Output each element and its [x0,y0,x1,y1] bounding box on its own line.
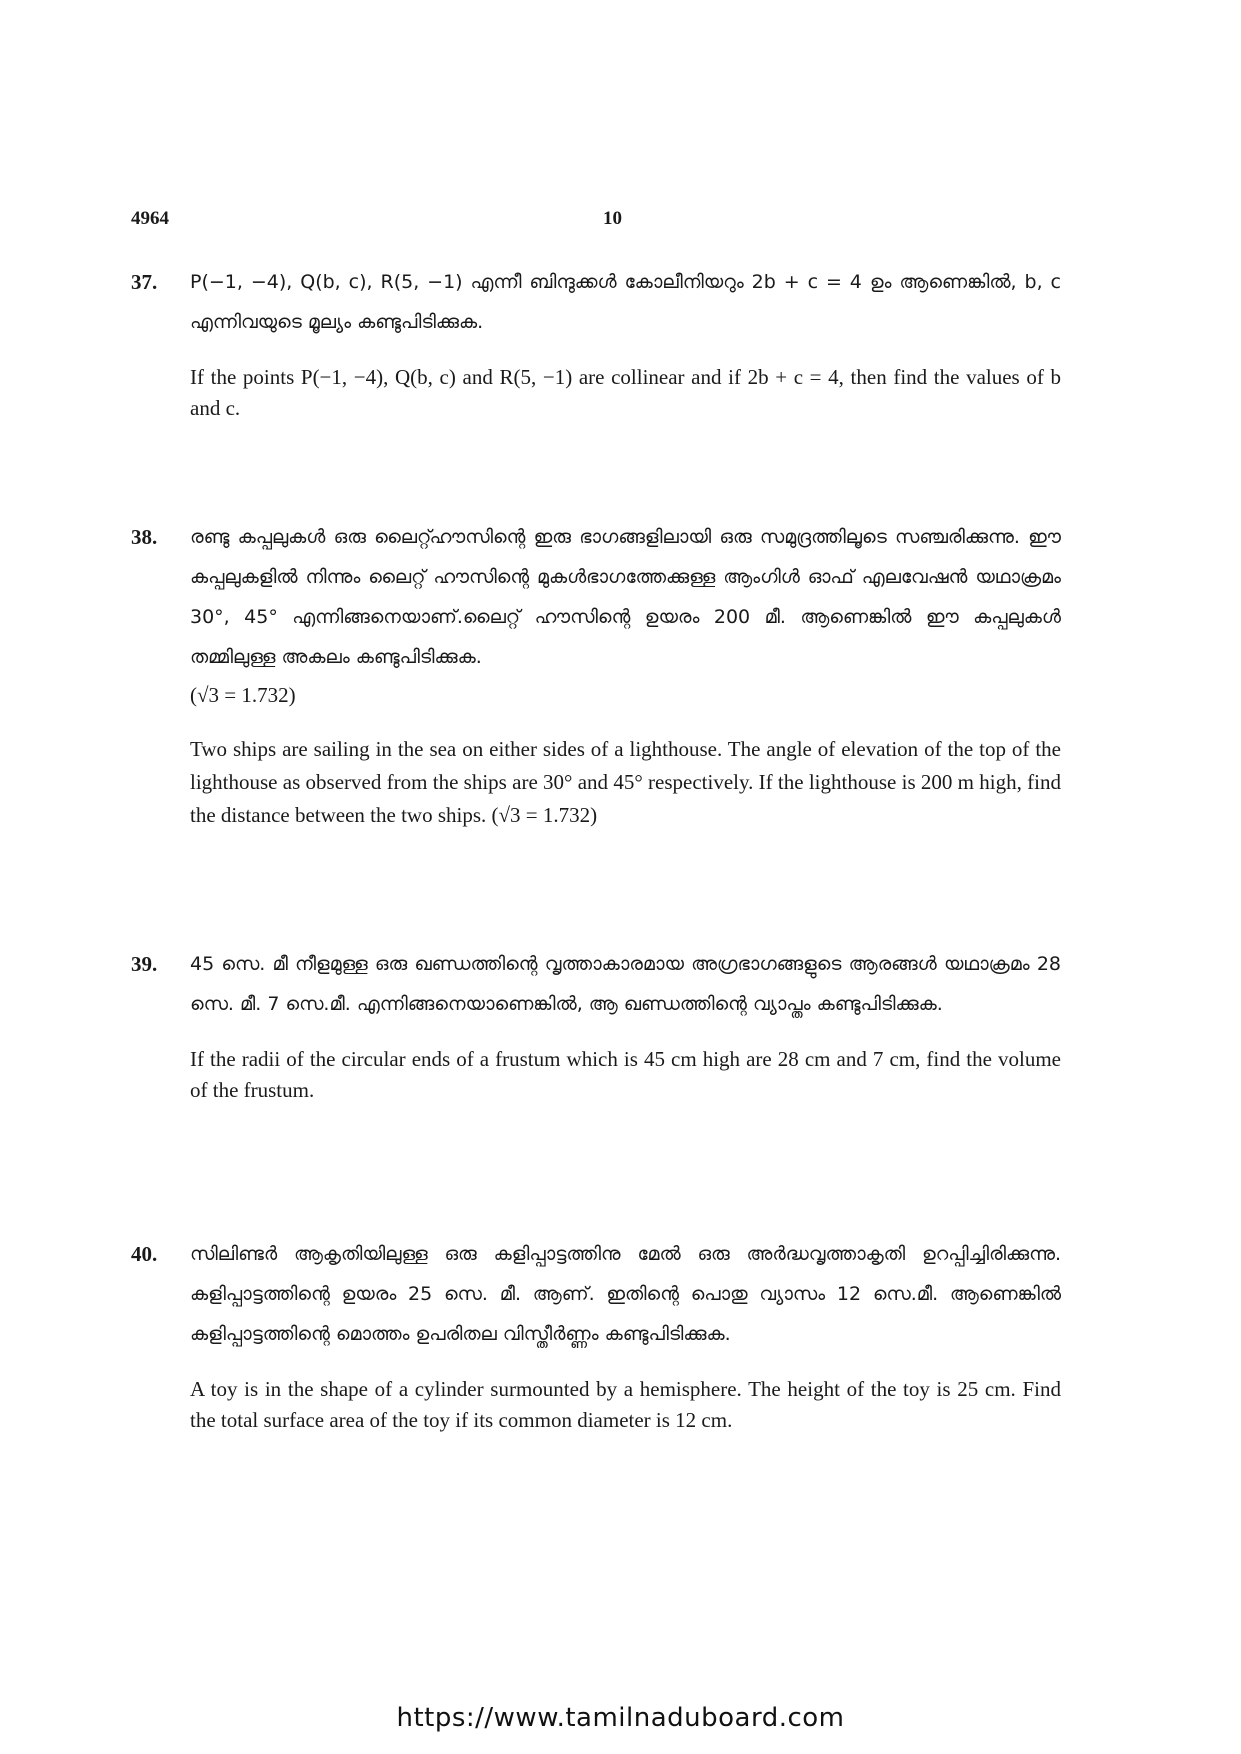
page-code: 4964 [131,208,169,229]
question-number: 38. [131,525,158,549]
question-number: 40. [131,1242,158,1266]
question-text-english: If the points P(−1, −4), Q(b, c) and R(5, −1) are collinear and if 2b + c = 4, then find the values of b and c. [190,365,1061,420]
question-text-english: If the radii of the circular ends of a frustum which is 45 cm high are 28 cm and 7 cm, find the volume of the frustum. [190,1047,1061,1102]
question-text-malayalam: P(−1, −4), Q(b, c), R(5, −1) എന്നീ ബിന്ദുക്കൾ കോലീനിയറും 2b + c = 4 ഉം ആണെങ്കിൽ, b, c എന്നിവയുടെ മൂല്യം കണ്ടുപിടിക്കുക. [190,271,1061,333]
question-39 [131,952,1061,1106]
formula-sqrt3: (√3 = 1.732) [190,683,296,707]
footer-url[interactable]: https://www.tamilnaduboard.com [396,1703,845,1733]
question-text-malayalam: സിലിണ്ടർ ആകൃതിയിലുള്ള ഒരു കളിപ്പാട്ടത്തിനു മേൽ ഒരു അർദ്ധവൃത്താകൃതി ഉറപ്പിച്ചിരിക്കുന്നു. കളിപ്പാട്ടത്തിന്റെ ഉയരം 25 സെ. മീ. ആണ്. ഇതിന്റെ പൊതു വ്യാസം 12 സെ.മീ. ആണെങ്കിൽ കളിപ്പാട്ടത്തിന്റെ മൊത്തം ഉപരിതല വിസ്തീർണ്ണം കണ്ടുപിടിക്കുക. [190,1243,1061,1345]
page-number: 10 [603,208,622,229]
question-number: 39. [131,952,158,976]
question-38 [131,525,1061,832]
question-text-malayalam: രണ്ടു കപ്പലുകൾ ഒരു ലൈറ്റ്ഹൗസിന്റെ ഇരു ഭാഗങ്ങളിലായി ഒരു സമുദ്രത്തിലൂടെ സഞ്ചരിക്കുന്നു. ഈ കപ്പലുകളിൽ നിന്നും ലൈറ്റ് ഹൗസിന്റെ മുകൾഭാഗത്തേക്കുള്ള ആംഗിൾ ഓഫ് എലവേഷൻ യഥാക്രമം 30°, 45° എന്നിങ്ങനെയാണ്.ലൈറ്റ് ഹൗസിന്റെ ഉയരം 200 മീ. ആണെങ്കിൽ ഈ കപ്പലുകൾ തമ്മിലുള്ള അകലം കണ്ടുപിടിക്കുക. [190,526,1061,668]
question-text-english: Two ships are sailing in the sea on either sides of a lighthouse. The angle of elevation of the top of the lighthouse as observed from the ships are 30° and 45° respectively. If the lighthouse is 200 m high, find the distance between the two ships. (√3 = 1.732) [190,737,1061,827]
question-40 [131,1242,1061,1436]
question-number: 37. [131,270,158,294]
question-text-malayalam: 45 സെ. മീ നീളമുള്ള ഒരു ഖണ്ഡത്തിന്റെ വൃത്താകാരമായ അഗ്രഭാഗങ്ങളുടെ ആരങ്ങൾ യഥാക്രമം 28 സെ. മീ. 7 സെ.മീ. എന്നിങ്ങനെയാണെങ്കിൽ, ആ ഖണ്ഡത്തിന്റെ വ്യാപ്തം കണ്ടുപിടിക്കുക. [190,953,1061,1015]
question-text-english: A toy is in the shape of a cylinder surmounted by a hemisphere. The height of the toy is 25 cm. Find the total surface area of the toy if its common diameter is 12 cm. [190,1377,1061,1432]
question-37 [131,270,1061,424]
